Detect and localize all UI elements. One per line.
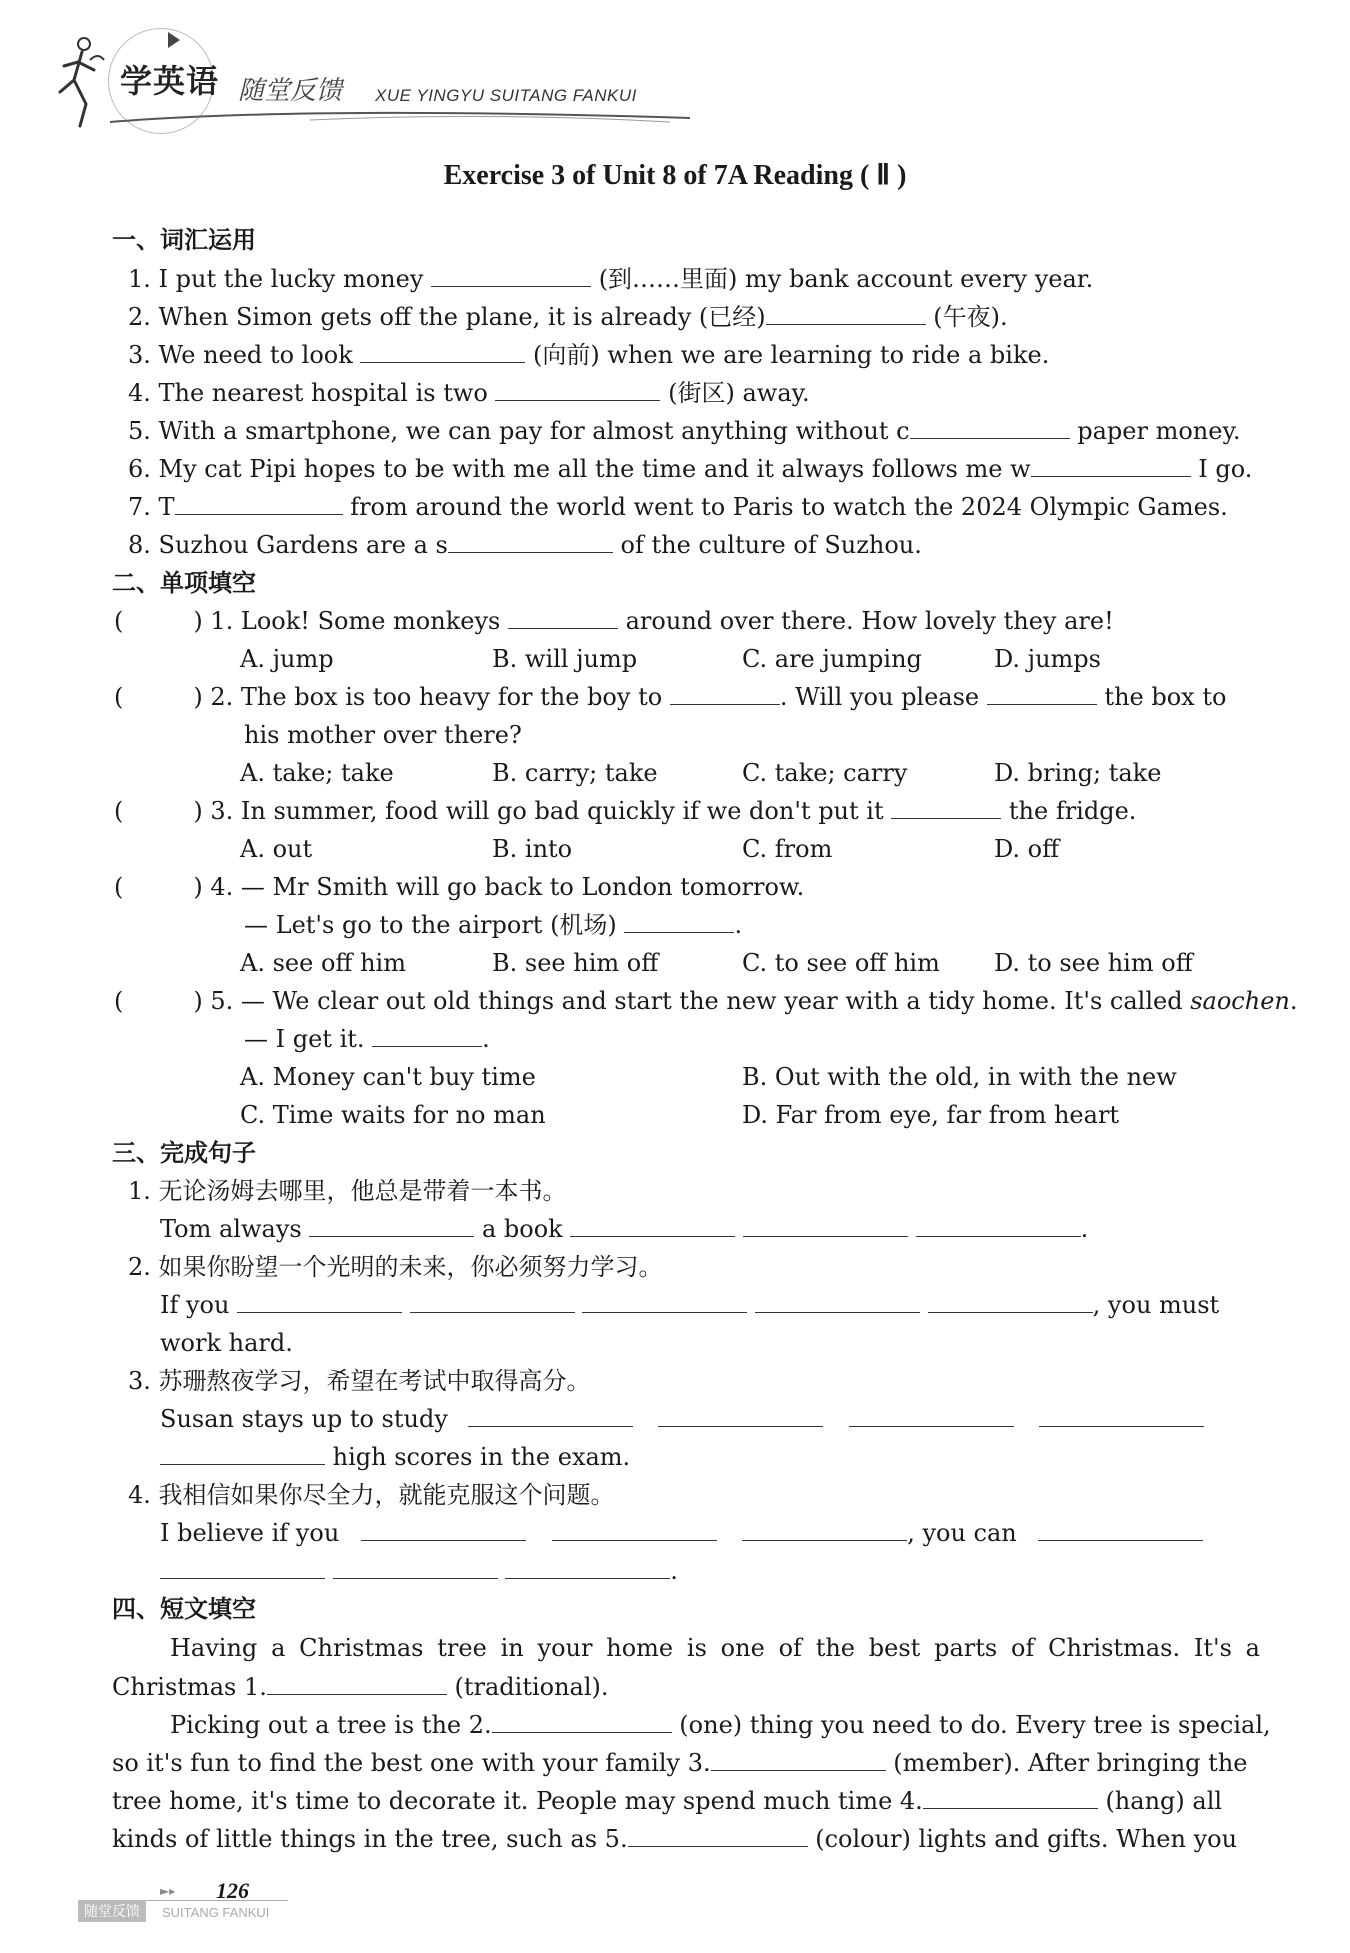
answer-blank[interactable] [755,1290,920,1313]
footer-tag: 随堂反馈 [78,1900,146,1922]
answer-blank[interactable] [468,1404,633,1427]
s4-p2-text-end: (one) thing you need to do. Every tree is special, [679,1711,1271,1739]
s2-question-5 [114,985,1298,1017]
answer-blank[interactable] [448,530,613,553]
answer-paren-close: ) [193,987,203,1015]
option-b[interactable]: B. into [492,835,573,863]
s1-question-4 [128,377,810,409]
s1-q7-text-end: from around the world went to Paris to watch the 2024 Olympic Games. [350,493,1228,521]
answer-blank[interactable] [552,1518,717,1541]
s1-q6-text: 6. My cat Pipi hopes to be with me all the time and it always follows me w [128,455,1031,483]
s3-q1-text: Tom always [160,1215,302,1243]
s3-q3-continued [160,1441,630,1473]
s4-paragraph-2-line-3 [112,1785,1222,1817]
s1-q1-text-end: (到……里面) my bank account every year. [598,265,1094,293]
option-d[interactable]: D. to see him off [994,949,1193,977]
answer-blank[interactable] [891,796,1001,819]
s2-q5-italic-word: saochen [1190,987,1290,1015]
answer-blank[interactable] [910,416,1070,439]
s2-q5-text: 5. — We clear out old things and start the new year with a tidy home. It's called [210,987,1183,1015]
option-b[interactable]: B. see him off [492,949,659,977]
answer-blank[interactable] [928,1290,1093,1313]
s4-p2-text-end: (hang) all [1105,1787,1223,1815]
option-b[interactable]: B. will jump [492,645,638,673]
answer-blank[interactable] [237,1290,402,1313]
s4-p2-text: Picking out a tree is the 2. [170,1711,492,1739]
s1-q7-text: 7. T [128,493,175,521]
play-icon [168,32,180,48]
option-d[interactable]: D. jumps [994,645,1101,673]
option-d[interactable]: D. bring; take [994,759,1162,787]
answer-blank[interactable] [987,682,1097,705]
answer-blank-3[interactable] [711,1748,886,1771]
period: . [670,1557,678,1585]
s2-q4-response-text: — Let's go to the airport (机场) [244,911,617,939]
brand-pinyin: XUE YINGYU SUITANG FANKUI [375,86,637,105]
s4-p2-text: tree home, it's time to decorate it. People may spend much time 4. [112,1787,923,1815]
answer-paren-open: ( [114,987,124,1015]
answer-paren-open: ( [114,683,124,711]
option-c[interactable]: C. from [742,835,833,863]
footer-pinyin: SUITANG FANKUI [162,1905,270,1920]
option-a[interactable]: A. see off him [240,949,406,977]
answer-paren-open: ( [114,797,124,825]
answer-blank[interactable] [742,1518,907,1541]
s2-q2-text: 2. The box is too heavy for the boy to [210,683,663,711]
answer-blank[interactable] [160,1556,325,1579]
period: . [1080,1215,1089,1243]
s3-q2-chinese: 2. 如果你盼望一个光明的未来，你必须努力学习。 [128,1253,663,1281]
option-a[interactable]: A. out [240,835,313,863]
swoosh-decoration [110,104,690,126]
s3-q3-text-end: high scores in the exam. [332,1443,631,1471]
s4-paragraph-2-line-4 [112,1823,1237,1855]
s2-q1-text: 1. Look! Some monkeys [210,607,501,635]
s1-q4-text: 4. The nearest hospital is two [128,379,488,407]
answer-blank[interactable] [505,1556,670,1579]
s2-q1-text-end: around over there. How lovely they are! [625,607,1114,635]
s1-question-1 [128,263,1093,295]
brand-title: 学英语 [120,62,220,100]
page-number: 126 [216,1878,249,1903]
header-logo [50,20,690,130]
answer-paren-close: ) [193,607,203,635]
period: . [1289,987,1298,1015]
s4-p2-text-end: (colour) lights and gifts. When you [815,1825,1238,1853]
s3-q4-chinese: 4. 我相信如果你尽全力，就能克服这个问题。 [128,1481,615,1509]
s1-question-3 [128,339,1049,371]
option-c[interactable]: C. to see off him [742,949,940,977]
s1-q6-text-end: I go. [1198,455,1253,483]
answer-blank[interactable] [495,378,660,401]
s2-q5-response-text: — I get it. [244,1025,365,1053]
s3-q2-text-end: , you must [1092,1291,1220,1319]
option-c[interactable]: C. are jumping [742,645,922,673]
option-a[interactable]: A. take; take [240,759,394,787]
section-3-heading: 三、完成句子 [112,1139,256,1167]
option-c[interactable]: C. Time waits for no man [240,1101,546,1129]
answer-blank[interactable] [849,1404,1014,1427]
s1-question-8 [128,529,922,561]
answer-blank[interactable] [309,1214,474,1237]
s4-p1-text: Christmas 1. [112,1673,267,1701]
s3-q4-text: I believe if you [160,1519,340,1547]
s3-q4-continued [160,1555,678,1587]
answer-blank[interactable] [333,1556,498,1579]
answer-blank[interactable] [1038,1518,1203,1541]
s1-q3-text-end: (向前) when we are learning to ride a bike. [533,341,1050,369]
section-4-heading: 四、短文填空 [112,1595,256,1623]
answer-paren-open: ( [114,873,124,901]
s3-q1-english [160,1213,1088,1245]
option-c[interactable]: C. take; carry [742,759,908,787]
answer-blank[interactable] [582,1290,747,1313]
s4-p1-hint: (traditional). [454,1673,609,1701]
s3-q3-chinese: 3. 苏珊熬夜学习，希望在考试中取得高分。 [128,1367,591,1395]
s3-q2-text: If you [160,1291,230,1319]
period: . [734,911,743,939]
s3-q2-continued: work hard. [160,1329,293,1357]
s3-q1-chinese: 1. 无论汤姆去哪里，他总是带着一本书。 [128,1177,567,1205]
answer-paren-close: ) [193,797,203,825]
answer-blank[interactable] [570,1214,735,1237]
answer-blank[interactable] [160,1442,325,1465]
s2-q2-text-end: the box to [1104,683,1227,711]
answer-blank[interactable] [175,492,343,515]
section-2-heading: 二、单项填空 [112,569,256,597]
answer-blank[interactable] [916,1214,1081,1237]
answer-paren-close: ) [193,873,203,901]
answer-blank[interactable] [743,1214,908,1237]
answer-blank[interactable] [1031,454,1191,477]
s4-p2-text-end: (member). After bringing the [893,1749,1248,1777]
s4-paragraph-2-line-1 [170,1709,1271,1741]
answer-blank[interactable] [361,1518,526,1541]
s4-p2-text: so it's fun to find the best one with your family 3. [112,1749,711,1777]
s1-q1-text: 1. I put the lucky money [128,265,424,293]
s1-q8-text: 8. Suzhou Gardens are a s [128,531,448,559]
option-d[interactable]: D. Far from eye, far from heart [742,1101,1120,1129]
s2-question-1 [114,605,1114,637]
option-b[interactable]: B. carry; take [492,759,658,787]
runner-figure-icon [50,30,110,130]
s3-q3-text: Susan stays up to study [160,1405,448,1433]
answer-blank-2[interactable] [492,1710,672,1733]
s4-p2-text: kinds of little things in the tree, such as 5. [112,1825,628,1853]
s1-q2-text-end: (午夜). [933,303,1008,331]
s2-question-3 [114,795,1136,827]
s1-q8-text-end: of the culture of Suzhou. [620,531,922,559]
s2-q3-text-end: the fridge. [1008,797,1137,825]
answer-blank[interactable] [372,1024,482,1047]
s1-question-7 [128,491,1228,523]
option-a[interactable]: A. Money can't buy time [240,1063,536,1091]
answer-blank[interactable] [766,302,926,325]
answer-blank-4[interactable] [923,1786,1098,1809]
s1-q2-text: 2. When Simon gets off the plane, it is already (已经) [128,303,766,331]
s4-paragraph-1-line-1: Having a Christmas tree in your home is one of the best parts of Christmas. It's a [170,1634,1260,1662]
answer-blank-5[interactable] [628,1824,808,1847]
answer-blank[interactable] [1039,1404,1204,1427]
s4-paragraph-1-line-2 [112,1671,609,1703]
s4-paragraph-2-line-2 [112,1747,1247,1779]
s3-q4-text-mid: , you can [907,1519,1017,1547]
option-a[interactable]: A. jump [240,645,334,673]
s1-question-6 [128,453,1252,485]
s2-q5-response [244,1023,490,1055]
s2-q2-continued: his mother over there? [244,721,522,749]
s1-question-5 [128,415,1240,447]
answer-blank[interactable] [658,1404,823,1427]
answer-blank[interactable] [360,340,525,363]
s2-q4-response [244,909,742,941]
s1-q5-text: 5. With a smartphone, we can pay for almost anything without c [128,417,910,445]
page-arrow-icon: ►▸ [160,1884,176,1898]
brand-subtitle: 随堂反馈 [238,76,343,106]
s2-question-2 [114,681,1226,713]
answer-blank[interactable] [508,606,618,629]
answer-blank[interactable] [410,1290,575,1313]
s3-q2-english [160,1289,1219,1321]
period: . [482,1025,490,1053]
answer-blank[interactable] [624,910,734,933]
page-title: Exercise 3 of Unit 8 of 7A Reading ( Ⅱ ) [443,160,907,191]
answer-paren-close: ) [193,683,203,711]
s2-q4-text: 4. — Mr Smith will go back to London tomorrow. [210,873,805,901]
s2-question-4 [114,871,804,903]
s1-q3-text: 3. We need to look [128,341,353,369]
answer-paren-open: ( [114,607,124,635]
section-1-heading: 一、词汇运用 [112,226,256,254]
answer-blank[interactable] [431,264,591,287]
s3-q1-text-mid: a book [481,1215,563,1243]
s1-q5-text-end: paper money. [1077,417,1241,445]
s3-q3-english [160,1403,1204,1435]
option-b[interactable]: B. Out with the old, in with the new [742,1063,1177,1091]
answer-blank-1[interactable] [267,1672,447,1695]
s3-q4-english [160,1517,1203,1549]
s1-question-2 [128,301,1008,333]
answer-blank[interactable] [670,682,780,705]
s2-q2-text-mid: . Will you please [779,683,980,711]
s1-q4-text-end: (街区) away. [668,379,810,407]
s2-q3-text: 3. In summer, food will go bad quickly if we don't put it [210,797,884,825]
option-d[interactable]: D. off [994,835,1060,863]
